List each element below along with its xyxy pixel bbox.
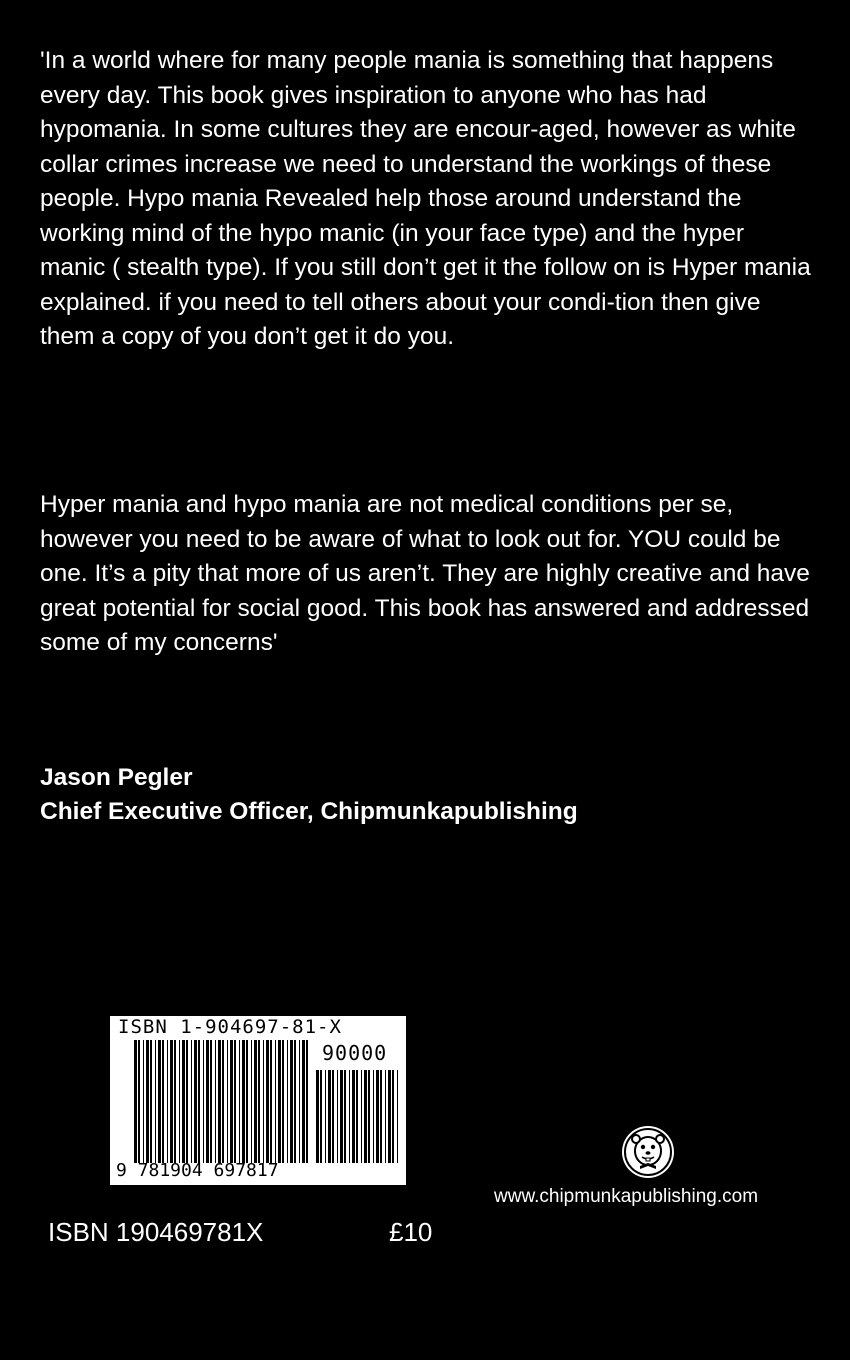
isbn-barcode (110, 1016, 406, 1185)
signature-name: Jason Pegler (40, 764, 193, 791)
publisher-website: www.chipmunkapublishing.com (494, 1186, 759, 1207)
barcode-digits: 9 781904 697817 (116, 1160, 279, 1181)
barcode-price-code: 90000 (322, 1041, 388, 1065)
barcode-isbn-label: ISBN 1-904697-81-X (118, 1016, 342, 1038)
book-price: £10 (389, 1217, 433, 1247)
isbn-number: ISBN 190469781X (48, 1217, 264, 1247)
signature-title: Chief Executive Officer, Chipmunkapublishing (40, 798, 578, 825)
quote-paragraph-1: 'In a world where for many people mania is something that happens every day. This book gives inspiration to anyone who has had hypomania. In some cultures they are encour-aged, however as white collar crimes increase we need to understand the workings of these people. Hypo mania Revealed help those around understand the working mind of the hypo manic (in your face type) and the hyper manic ( stealth type). If you still don’t get it the follow on is Hyper mania explained. if you need to tell others about your condi-tion then give them a copy of you don’t get it do you. (40, 47, 811, 350)
quote-paragraph-2: Hyper mania and hypo mania are not medical conditions per se, however you need to be aware of what to look out for. YOU could be one. It’s a pity that more of us aren’t. They are highly creative and have great potential for social good. This book has answered and addressed some of my concerns' (40, 491, 810, 656)
chipmunk-logo-icon (620, 1124, 676, 1180)
